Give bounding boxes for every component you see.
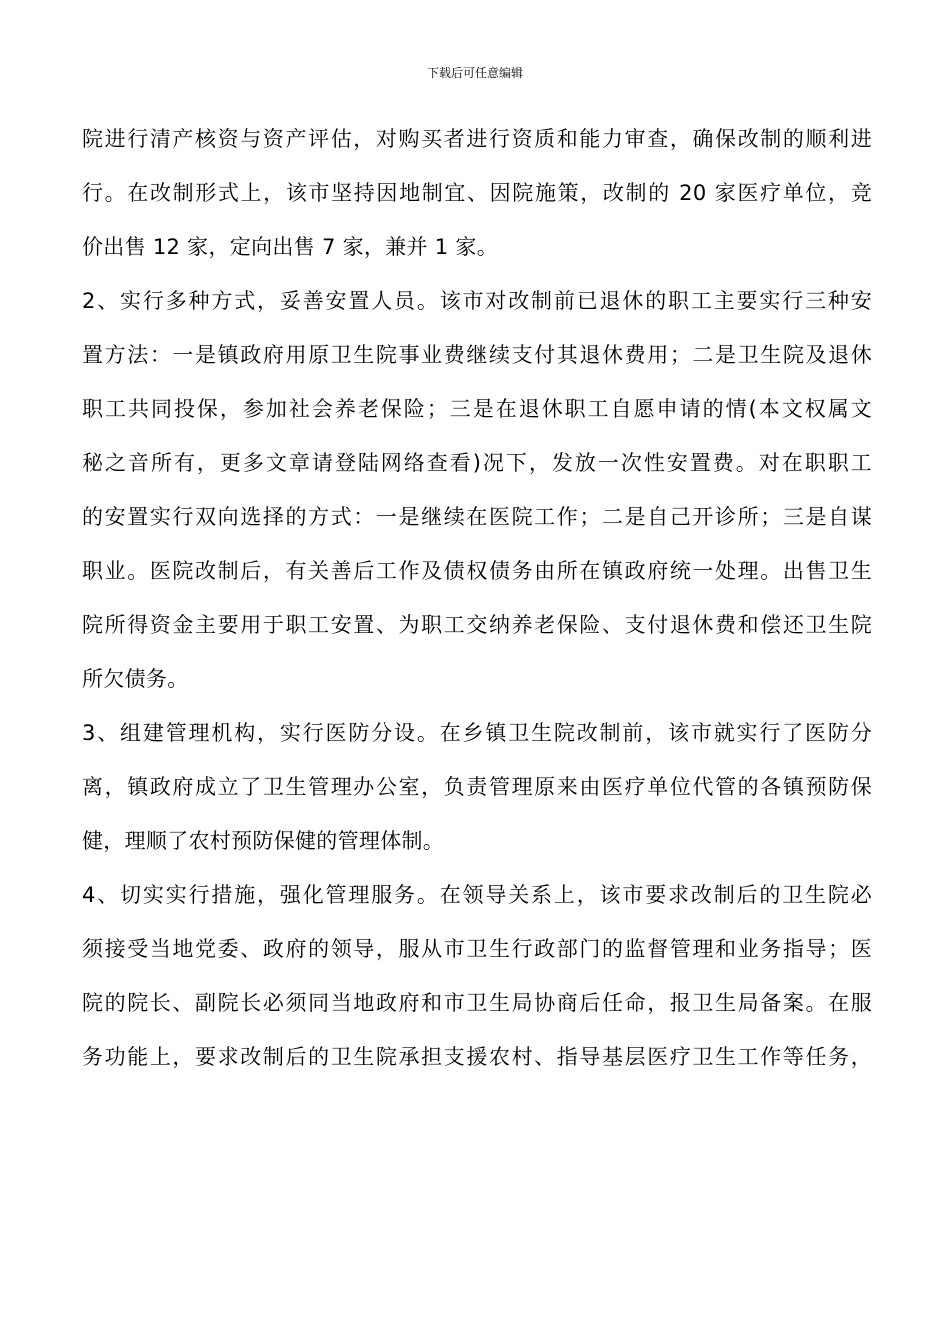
text-line: 院的院长、副院长必须同当地政府和市卫生局协商后任命，报卫生局备案。在服 — [82, 991, 872, 1015]
text-line: 职业。医院改制后，有关善后工作及债权债务由所在镇政府统一处理。出售卫生 — [82, 559, 872, 583]
text-line: 行。在改制形式上，该市坚持因地制宜、因院施策，改制的 20 家医疗单位，竞 — [82, 181, 872, 205]
document-body — [82, 112, 872, 1084]
text-line: 3、组建管理机构，实行医防分设。在乡镇卫生院改制前，该市就实行了医防分 — [82, 721, 872, 745]
text-line: 须接受当地党委、政府的领导，服从市卫生行政部门的监督管理和业务指导；医 — [82, 937, 872, 961]
text-line: 务功能上，要求改制后的卫生院承担支援农村、指导基层医疗卫生工作等任务， — [82, 1045, 872, 1069]
text-line: 2、实行多种方式，妥善安置人员。该市对改制前已退休的职工主要实行三种安 — [82, 289, 872, 313]
text-line: 价出售 12 家，定向出售 7 家，兼并 1 家。 — [82, 235, 498, 259]
text-line: 置方法：一是镇政府用原卫生院事业费继续支付其退休费用；二是卫生院及退休 — [82, 343, 872, 367]
text-line: 离，镇政府成立了卫生管理办公室，负责管理原来由医疗单位代管的各镇预防保 — [82, 775, 872, 799]
text-line: 院所得资金主要用于职工安置、为职工交纳养老保险、支付退休费和偿还卫生院 — [82, 613, 872, 637]
text-line: 职工共同投保，参加社会养老保险；三是在退休职工自愿申请的情(本文权属文 — [82, 397, 872, 421]
text-line: 秘之音所有，更多文章请登陆网络查看)况下，发放一次性安置费。对在职职工 — [82, 451, 872, 475]
page-header: 下载后可任意编辑 — [426, 66, 523, 80]
text-line: 健，理顺了农村预防保健的管理体制。 — [82, 829, 445, 853]
text-line: 4、切实实行措施，强化管理服务。在领导关系上，该市要求改制后的卫生院必 — [82, 883, 872, 907]
text-line: 所欠债务。 — [82, 667, 189, 691]
text-line: 的安置实行双向选择的方式：一是继续在医院工作；二是自己开诊所；三是自谋 — [82, 505, 872, 529]
text-line: 院进行清产核资与资产评估，对购买者进行资质和能力审查，确保改制的顺利进 — [82, 127, 872, 151]
